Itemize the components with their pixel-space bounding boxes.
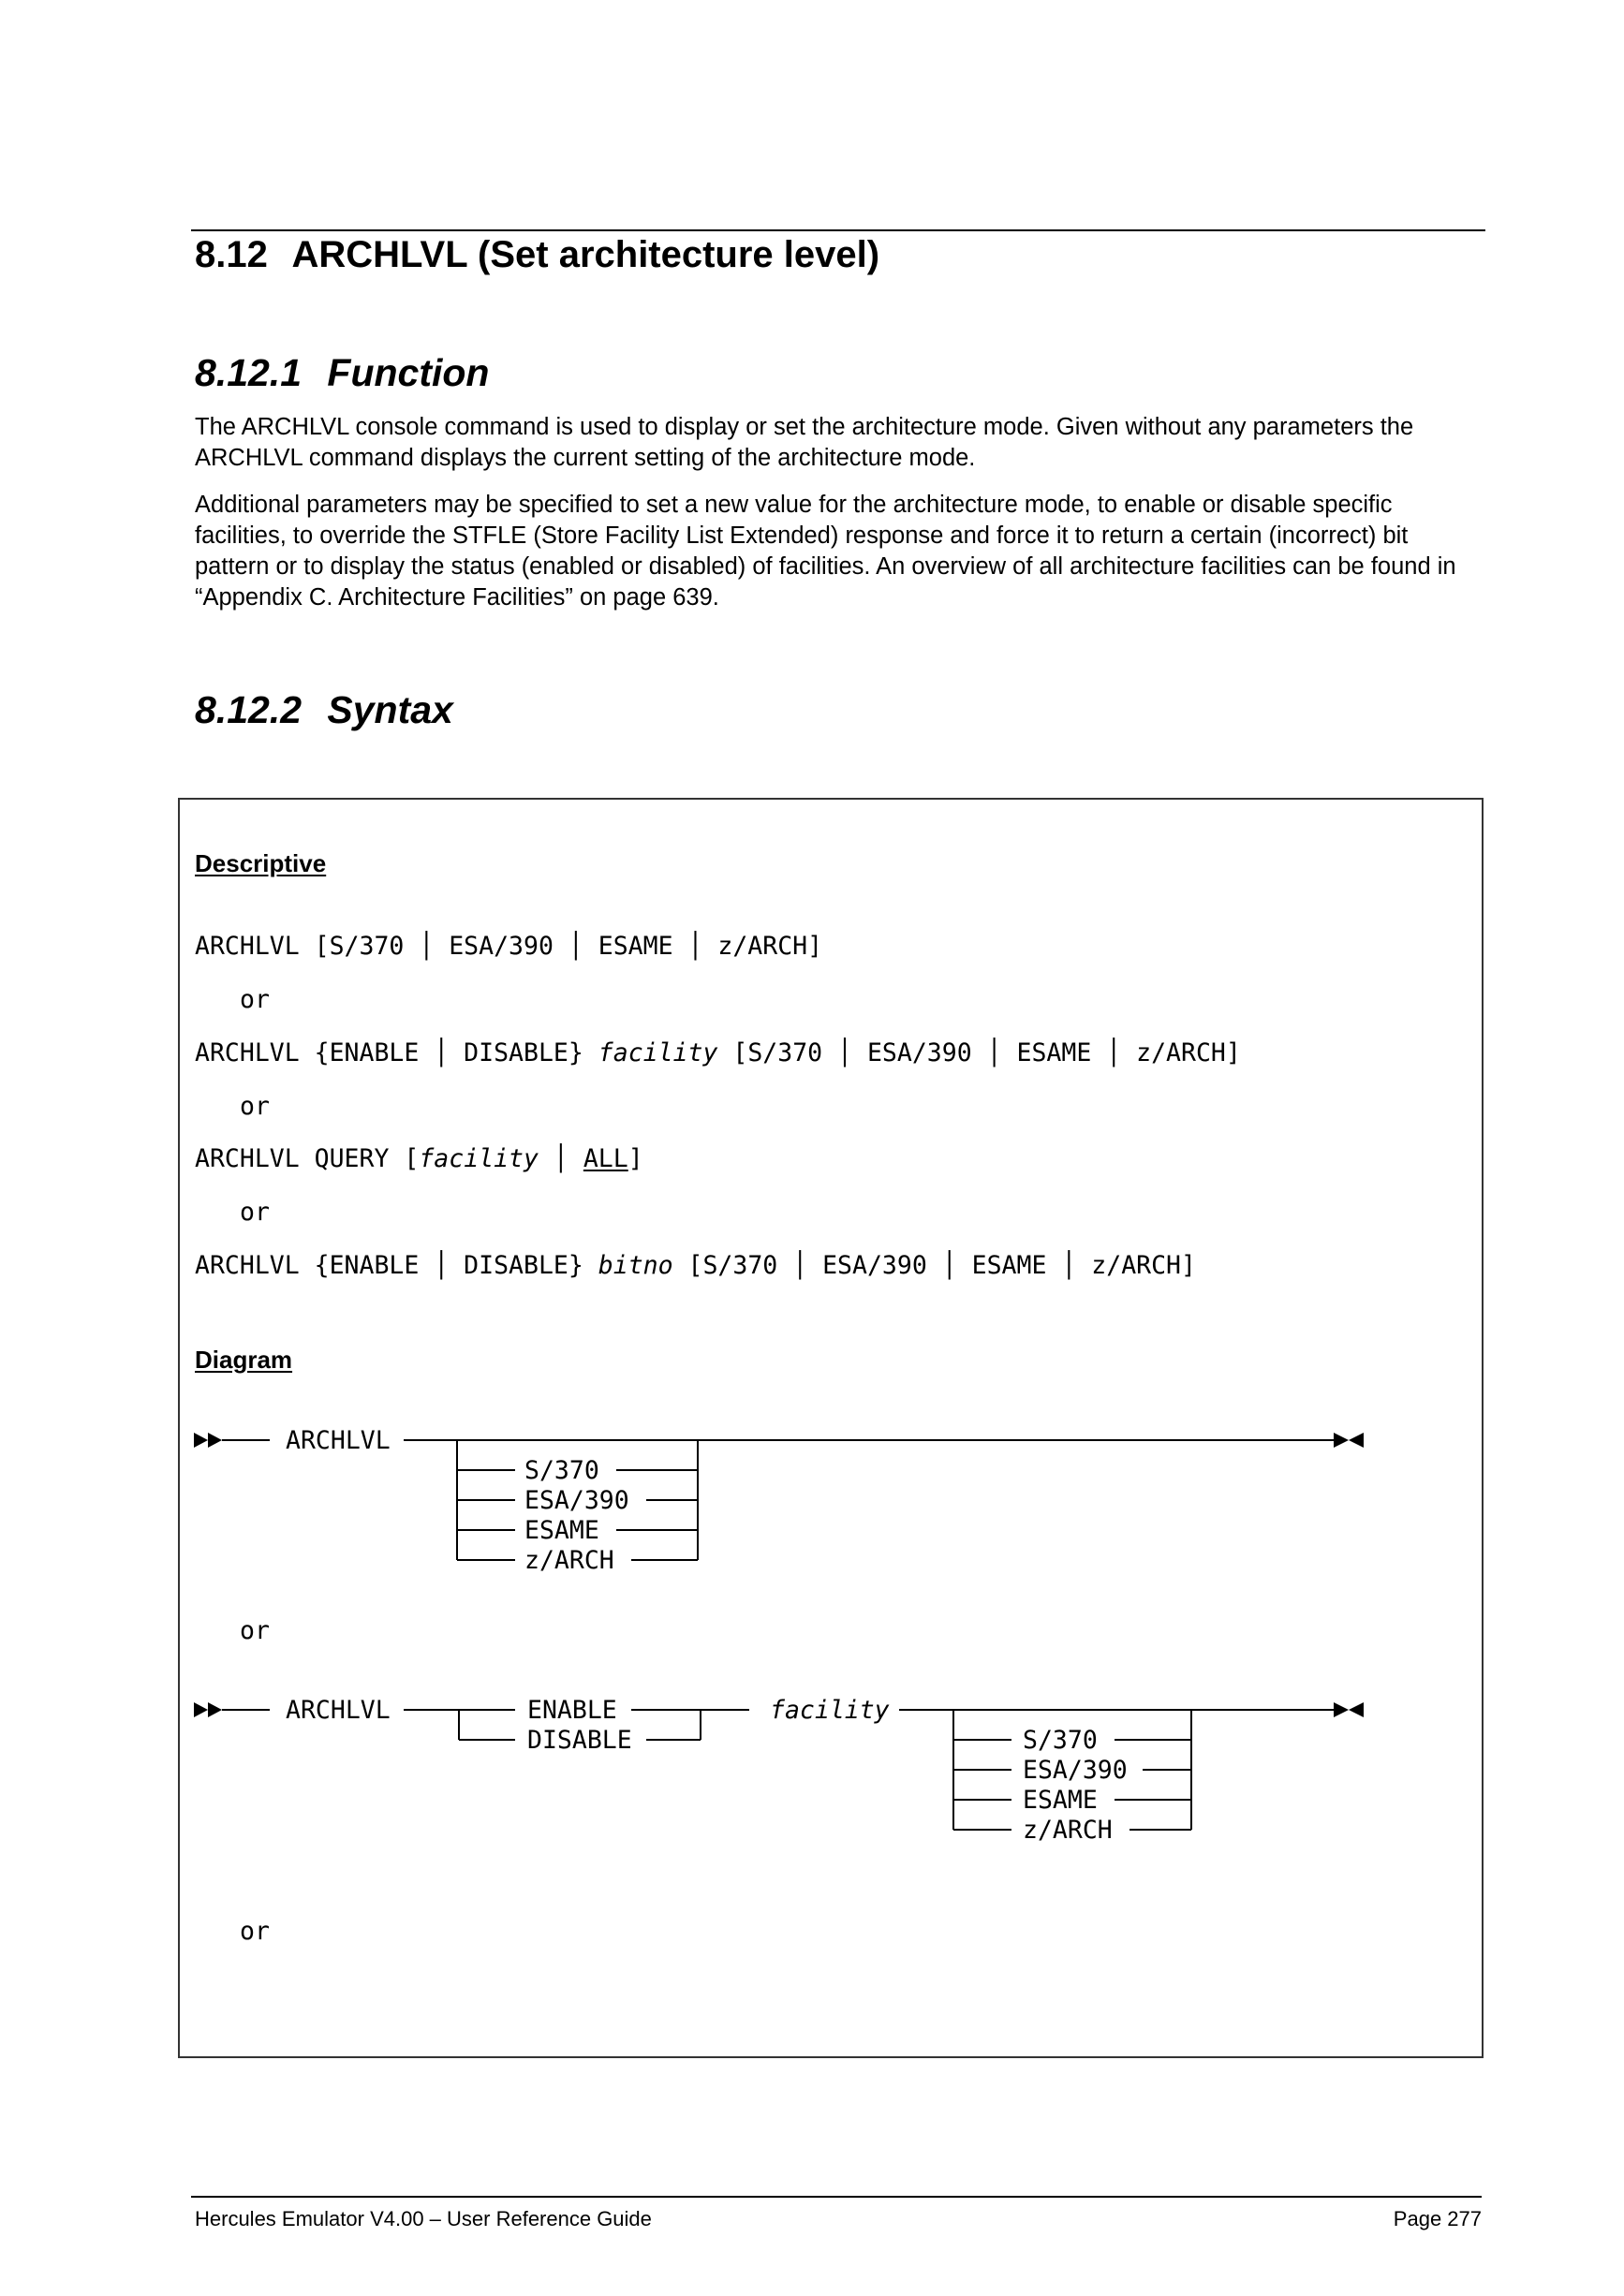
choice-enable: ENABLE <box>527 1696 617 1725</box>
section-number: 8.12 <box>195 234 268 275</box>
syntax-title: Syntax <box>327 688 453 731</box>
diagram-2-choices <box>953 1726 1191 1845</box>
desc-3-text-b: │ <box>538 1144 583 1173</box>
footer-rule <box>191 2196 1482 2198</box>
diagram-1 <box>194 1426 1364 1575</box>
diagram-1-choices <box>457 1456 698 1575</box>
function-paragraph-2: Additional parameters may be specified to set a new value for the architecture mode, to enable or disable specific facilities, to override the STFLE (Store Facility List Extended) response and force it to return a certain (incorrect) bit pattern or to display the status (enabled or disabled) of facilities. An overview of all architecture facilities can be found in “Appendix C. Architecture Facilities” on page 639. <box>195 492 1456 611</box>
function-paragraph-1: The ARCHLVL console command is used to display or set the architecture mode. Given without any parameters the ARCHLVL command displays the current setting of the architecture mode. <box>195 414 1414 471</box>
choice-esa390: ESA/390 <box>1023 1756 1128 1785</box>
desc-4-variable: bitno <box>598 1251 673 1280</box>
diagram-2 <box>194 1696 1364 1845</box>
start-marker-icon <box>208 1702 222 1717</box>
function-number: 8.12.1 <box>195 351 302 394</box>
syntax-number: 8.12.2 <box>195 688 302 731</box>
diagram-2-variable: facility <box>770 1696 890 1725</box>
end-marker-icon <box>1349 1433 1364 1448</box>
section-title: ARCHLVL (Set architecture level) <box>291 234 880 275</box>
diagram-1-keyword: ARCHLVL <box>286 1426 391 1455</box>
desc-3-variable: facility <box>419 1144 539 1173</box>
start-marker-icon <box>194 1702 208 1717</box>
footer-title: Hercules Emulator V4.00 – User Reference Guide <box>195 2207 652 2230</box>
desc-2-text-a: ARCHLVL {ENABLE │ DISABLE} <box>195 1038 598 1067</box>
choice-zarch: z/ARCH <box>1023 1816 1113 1845</box>
desc-3-text-a: ARCHLVL QUERY [ <box>195 1144 420 1173</box>
desc-3-default: ALL <box>583 1144 628 1173</box>
choice-s370: S/370 <box>524 1456 599 1485</box>
or-text: or <box>240 1917 270 1946</box>
diagram-2-keyword: ARCHLVL <box>286 1696 391 1725</box>
end-marker-icon <box>1334 1702 1349 1717</box>
or-text: or <box>240 1092 270 1121</box>
desc-4-text-a: ARCHLVL {ENABLE │ DISABLE} <box>195 1251 598 1280</box>
end-marker-icon <box>1334 1433 1349 1448</box>
desc-4-text-b: [S/370 │ ESA/390 │ ESAME │ z/ARCH] <box>672 1251 1196 1280</box>
or-text: or <box>240 1616 270 1645</box>
desc-2-variable: facility <box>598 1038 718 1067</box>
desc-3-text-c: ] <box>627 1144 643 1173</box>
diagram-label: Diagram <box>195 1346 293 1374</box>
choice-esame: ESAME <box>524 1516 599 1545</box>
start-marker-icon <box>208 1433 222 1448</box>
end-marker-icon <box>1349 1702 1364 1717</box>
or-text: or <box>240 1198 270 1227</box>
choice-s370: S/370 <box>1023 1726 1098 1755</box>
footer-page-number: Page 277 <box>1393 2207 1482 2230</box>
start-marker-icon <box>194 1433 208 1448</box>
choice-zarch: z/ARCH <box>524 1546 614 1575</box>
or-text: or <box>240 985 270 1014</box>
desc-2-text-b: [S/370 │ ESA/390 │ ESAME │ z/ARCH] <box>717 1038 1241 1067</box>
descriptive-label: Descriptive <box>195 849 327 877</box>
choice-esa390: ESA/390 <box>524 1486 629 1515</box>
desc-1-text: ARCHLVL [S/370 │ ESA/390 │ ESAME │ z/ARCH] <box>195 932 823 961</box>
choice-esame: ESAME <box>1023 1786 1098 1815</box>
choice-disable: DISABLE <box>527 1726 632 1755</box>
function-title: Function <box>327 351 490 394</box>
